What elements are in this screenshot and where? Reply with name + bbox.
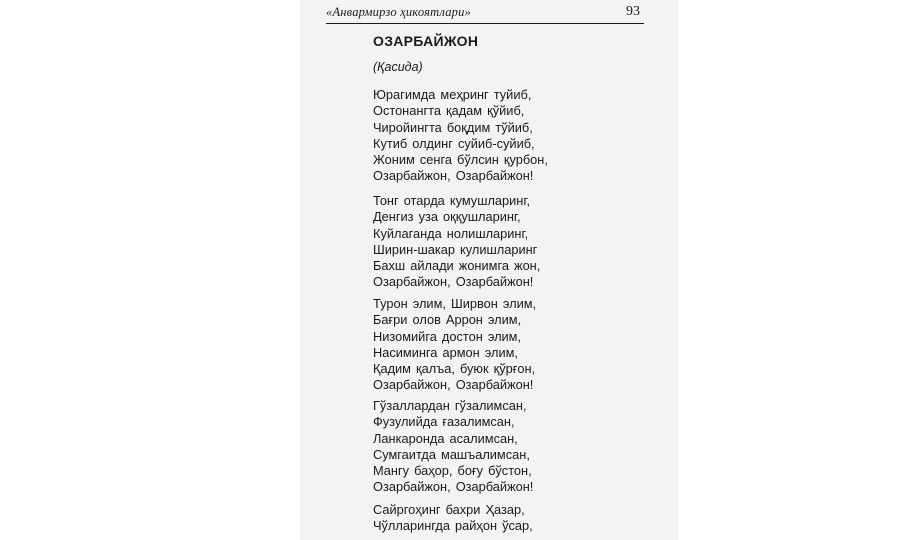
verse-line: Бахш айлади жонимга жон, <box>373 258 541 274</box>
verse-line: Турон элим, Ширвон элим, <box>373 296 537 311</box>
stanza-1 <box>373 87 548 185</box>
page-number: 93 <box>626 4 640 19</box>
verse-line: Юрагимда меҳринг туйиб, <box>373 87 532 102</box>
verse-line: Озарбайжон, Озарбайжон! <box>373 479 534 495</box>
verse-line: Насиминга армон элим, <box>373 344 518 360</box>
poem-title: ОЗАРБАЙЖОН <box>373 33 479 49</box>
stanza-3 <box>373 296 536 394</box>
poem-genre: (Қасида) <box>373 60 423 74</box>
verse-line: Озарбайжон, Озарбайжон! <box>373 377 534 393</box>
verse-line: Фузулийда ғазалимсан, <box>373 414 515 430</box>
stanza-4 <box>373 398 533 496</box>
verse-line: Ланкаронда асалимсан, <box>373 430 518 446</box>
verse-line: Қадим қалъа, буюк қўрғон, <box>373 361 536 377</box>
running-header <box>326 5 644 24</box>
verse-line: Сумгаитда машъалимсан, <box>373 446 530 462</box>
verse-line: Низомийга достон элим, <box>373 328 522 344</box>
verse-line: Кутиб олдинг суйиб-суйиб, <box>373 135 535 151</box>
verse-line: Ширин-шакар кулишларинг <box>373 241 538 257</box>
verse-line: Чўлларингда райҳон ўсар, <box>373 518 533 534</box>
verse-line: Бағри олов Аррон элим, <box>373 312 522 328</box>
verse-line: Гўзаллардан гўзалимсан, <box>373 398 527 413</box>
verse-line: Чиройингта боқдим тўйиб, <box>373 119 533 135</box>
stanza-5 <box>373 502 533 535</box>
stanza-2 <box>373 193 540 291</box>
verse-line: Озарбайжон, Озарбайжон! <box>373 168 534 184</box>
running-header-title: «Анвармирзо ҳикоятлари» <box>326 5 471 19</box>
verse-line: Жоним сенга бўлсин қурбон, <box>373 152 548 168</box>
verse-line: Мангу баҳор, боғу бўстон, <box>373 463 532 479</box>
verse-line: Куйлаганда нолишларинг, <box>373 225 529 241</box>
verse-line: Остонангта қадам қўйиб, <box>373 103 525 119</box>
verse-line: Денгиз уза оққушларинг, <box>373 209 521 225</box>
verse-line: Тонг отарда кумушларинг, <box>373 193 531 208</box>
verse-line: Сайргоҳинг бахри Ҳазар, <box>373 502 525 517</box>
verse-line: Озарбайжон, Озарбайжон! <box>373 274 534 290</box>
